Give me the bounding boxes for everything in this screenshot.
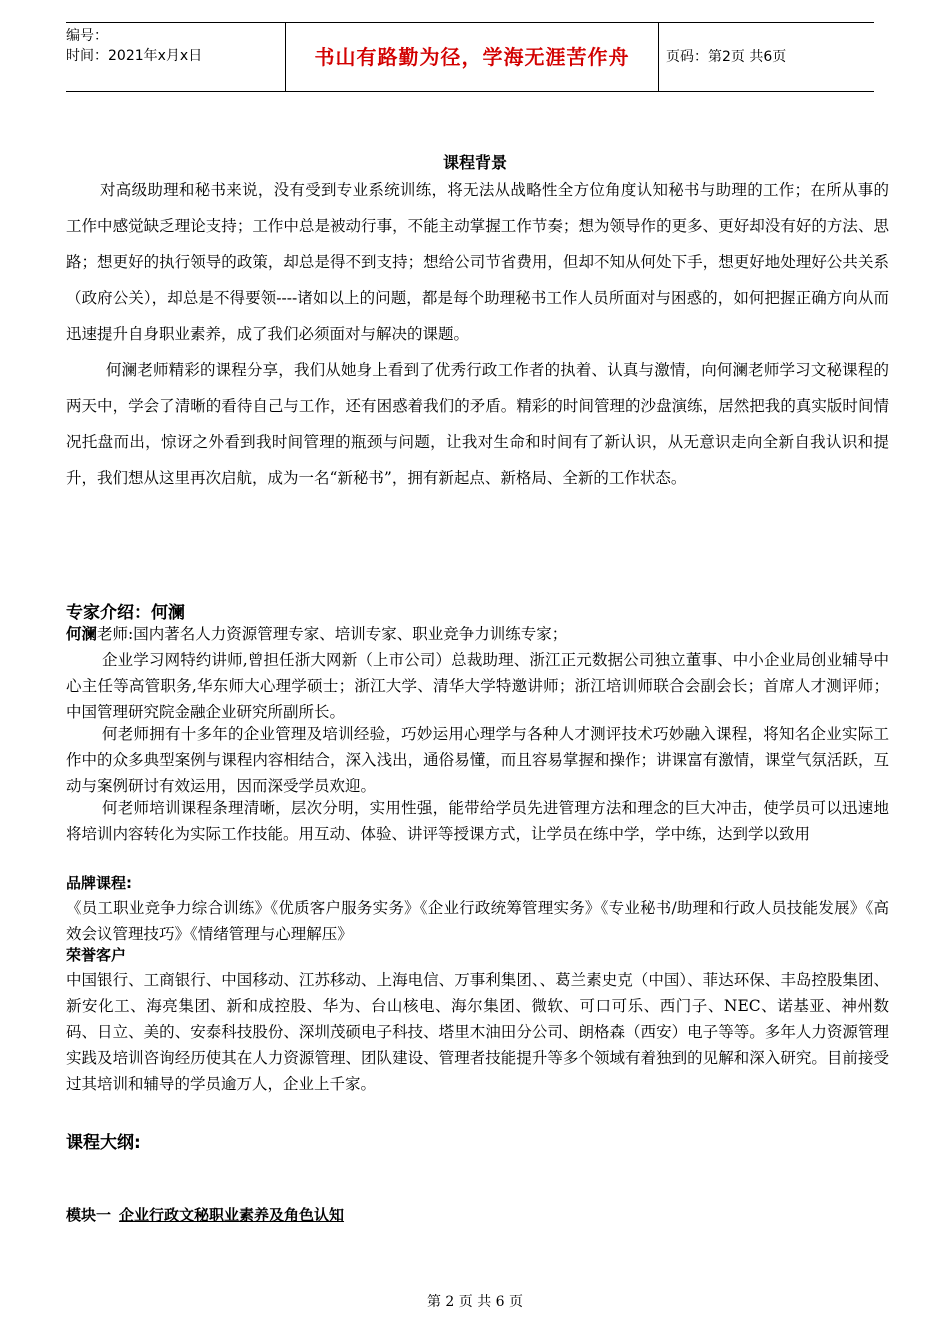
time-label: 时间：2021年x月x日: [66, 48, 203, 64]
expert-paragraph-1: 企业学习网特约讲师,曾担任浙大网新（上市公司）总裁助理、浙江正元数据公司独立董事、中小企业局创业辅导中心主任等高管职务,华东师大心理学硕士；浙江大学、清华大学特邀讲师；浙江培训师联合会副会长；首席人才测评师；中国管理研究院金融企业研究所副所长。: [66, 651, 889, 721]
module-label: 模块一: [66, 1206, 112, 1224]
motto: 书山有路勤为径，学海无涯苦作舟: [314, 45, 630, 69]
section-title-background: 课程背景: [442, 153, 507, 172]
brand-courses: 《员工职业竞争力综合训练》《优质客户服务实务》《企业行政统筹管理实务》《专业秘书/助理和行政人员技能发展》《高效会议管理技巧》《情绪管理与心理解压》: [66, 899, 889, 943]
clients-heading: 荣誉客户: [66, 946, 127, 964]
expert-paragraph-3: 何老师培训课程条理清晰，层次分明，实用性强，能带给学员先进管理方法和理念的巨大冲击，使学员可以迅速地将培训内容转化为实际工作技能。用互动、体验、讲评等授课方式，让学员在练中学，学中练，达到学以致用: [66, 799, 889, 843]
expert-heading: 专家介绍：何澜: [66, 603, 185, 623]
brand-heading: 品牌课程:: [66, 874, 132, 892]
header-motto-cell: [285, 23, 659, 91]
background-paragraph-1: 对高级助理和秘书来说，没有受到专业系统训练，将无法从战略性全方位角度认知秘书与助理的工作；在所从事的工作中感觉缺乏理论支持；工作中总是被动行事，不能主动掌握工作节奏；想为领导作的更多、更好却没有好的方法、思路；想更好的执行领导的政策，却总是得不到支持；想给公司节省费用，但却不知从何处下手，想更好地处理好公共关系（政府公关），却总是不得要领----诸如以上的问题，都是每个助理秘书工作人员所面对与困惑的，如何把握正确方向从而迅速提升自身职业素养，成了我们必须面对与解决的课题。: [66, 181, 889, 343]
expert-intro-text: 老师:国内著名人力资源管理专家、培训专家、职业竞争力训练专家；: [97, 625, 568, 643]
expert-intro: [66, 621, 889, 647]
expert-name: 何澜: [66, 625, 98, 643]
module-1: [66, 1204, 344, 1225]
header-meta: [66, 23, 285, 91]
module-title: 企业行政文秘职业素养及角色认知: [119, 1206, 345, 1224]
expert-paragraph-2: 何老师拥有十多年的企业管理及培训经验，巧妙运用心理学与各种人才测评技术巧妙融入课程，将知名企业实际工作中的众多典型案例与课程内容相结合，深入浅出，通俗易懂，而且容易掌握和操作；讲课富有激情，课堂气氛活跃，互动与案例研讨有效运用，因而深受学员欢迎。: [66, 725, 889, 795]
number-label: 编号：: [66, 28, 108, 44]
clients-text: 中国银行、工商银行、中国移动、江苏移动、上海电信、万事利集团、、葛兰素史克（中国）、菲达环保、丰岛控股集团、新安化工、海亮集团、新和成控股、华为、台山核电、海尔集团、微软、可口可乐、西门子、NEC、诺基亚、神州数码、日立、美的、安泰科技股份、深圳茂硕电子科技、塔里木油田分公司、朗格森（西安）电子等等。多年人力资源管理实践及培训咨询经历使其在人力资源管理、团队建设、管理者技能提升等多个领域有着独到的见解和深入研究。目前接受过其培训和辅导的学员逾万人，企业上千家。: [66, 971, 889, 1093]
outline-heading: 课程大纲:: [66, 1133, 141, 1153]
page-header: [66, 22, 874, 92]
page-footer: 第 2 页 共 6 页: [426, 1294, 524, 1310]
background-paragraph-2: 何澜老师精彩的课程分享，我们从她身上看到了优秀行政工作者的执着、认真与激情，向何澜老师学习文秘课程的两天中，学会了清晰的看待自己与工作，还有困惑着我们的矛盾。精彩的时间管理的沙盘演练，居然把我的真实版时间情况托盘而出，惊讶之外看到我时间管理的瓶颈与问题，让我对生命和时间有了新认识，从无意识走向全新自我认识和提升，我们想从这里再次启航，成为一名“新秘书”，拥有新起点、新格局、全新的工作状态。: [66, 361, 889, 487]
page-info: 页码：第2页 共6页: [666, 49, 787, 65]
